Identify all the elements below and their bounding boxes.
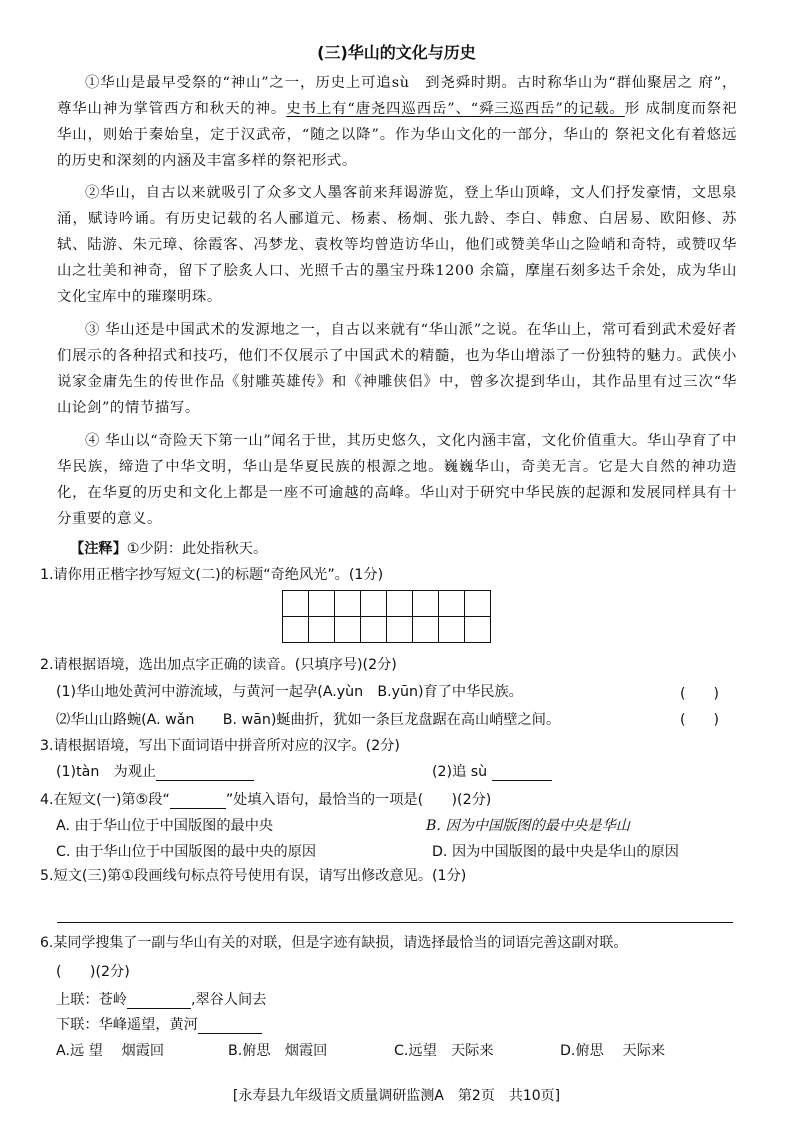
question-5: 5.短文(三)第①段画线句标点符号使用有误，请写出修改意见。(1分) <box>40 868 467 884</box>
couplet-lower-blank[interactable] <box>198 1017 262 1034</box>
answer-paren-2-2[interactable]: ( ) <box>680 712 719 728</box>
question-3-item-2: (2)追 sù <box>432 761 552 781</box>
question-6-score: ( )(2分) <box>56 964 130 980</box>
answer-line-5[interactable] <box>57 922 733 923</box>
answer-paren-2-1[interactable]: ( ) <box>680 686 719 702</box>
question-2-item-2: ⑵华山山路蜿(A. wǎn B. wān)蜒曲折，犹如一条巨龙盘踞在高山峭壁之间。 <box>56 712 561 728</box>
question-4-option-b: B. 因为中国版图的最中央是华山 <box>426 818 630 834</box>
question-4-option-d: D. 因为中国版图的最中央是华山的原因 <box>432 844 679 860</box>
question-6-option-b: B.俯思 烟霞回 <box>228 1043 328 1059</box>
paragraph-1-text-b: 形 成制度而祭祀华山，则始于秦始皇，定于汉武帝，“随之以降”。作为华山文化的一部分，华山的 祭祀文化有着悠远的历史和深刻的内涵及丰富多样的祭祀形式。 <box>57 101 737 169</box>
couplet-lower: 下联：华峰遥望，黄河 <box>56 1014 262 1034</box>
answer-blank-3-1[interactable] <box>156 764 254 781</box>
question-4-option-a: A. 由于华山位于中国版图的最中央 <box>56 818 274 834</box>
paragraph-3: ③ 华山还是中国武术的发源地之一，自古以来就有“华山派”之说。在华山上，常可看到武术爱好者们展示的各种招式和技巧，他们不仅展示了中国武术的精髓，也为华山增添了一份独特的魅力。武侠小说家金庸先生的传世作品《射雕英雄传》和《神雕侠侣》中，曾多次提到华山，其作品里有过三次“华山论剑”的情节描写。 <box>57 322 737 416</box>
question-6-stem: 6.某同学搜集了一副与华山有关的对联，但是字迹有缺损，请选择最恰当的词语完善这副对联。 <box>40 935 628 951</box>
question-6-option-d: D.俯思 天际来 <box>560 1043 666 1059</box>
question-6-option-a: A.远 望 烟霞回 <box>56 1043 165 1059</box>
question-4-blank <box>170 792 226 809</box>
paragraph-1-text-a: ①华山是最早受祭的“神山”之一，历史上可追sù 到尧舜时期。古时称华山为“群仙聚居之 府”，尊华山神为掌管西方和秋天的神。 <box>57 75 737 117</box>
couplet-upper-blank[interactable] <box>127 992 191 1009</box>
paragraph-4: ④ 华山以“奇险天下第一山”闻名于世，其历史悠久，文化内涵丰富，文化价值重大。华山孕育了中华民族，缔造了中华文明，华山是华夏民族的根源之地。巍巍华山，奇美无言。它是大自然的神功造化，在华夏的历史和文化上都是一座不可逾越的高峰。华山对于研究中华民族的起源和发展同样具有十分重要的意义。 <box>57 433 737 527</box>
question-2-item-1: (1)华山地处黄河中游流域，与黄河一起孕(A.yùn B.yūn)育了中华民族。 <box>56 684 523 700</box>
paragraph-1 <box>57 70 737 174</box>
answer-blank-3-2[interactable] <box>492 764 552 781</box>
couplet-upper: 上联：苍岭 ,翠谷人间去 <box>56 992 267 1008</box>
page-title: (三)华山的文化与历史 <box>317 43 476 62</box>
writing-grid[interactable] <box>282 590 491 643</box>
question-2-stem: 2.请根据语境，选出加点字正确的读音。(只填序号)(2分) <box>40 657 397 673</box>
question-4-stem: 4.在短文(一)第⑤段“ ”处填入语句，最恰当的一项是( )(2分) <box>40 792 492 808</box>
note-label: 【注释】 <box>70 541 127 557</box>
question-3-item-1: (1)tàn 为观止 <box>56 761 254 781</box>
paragraph-1-underlined-sentence: 史书上有“唐尧四巡西岳”、“舜三巡西岳”的记载。 <box>286 101 625 117</box>
note-text: ①少阴：此处指秋天。 <box>126 541 268 557</box>
paragraph-2: ②华山，自古以来就吸引了众多文人墨客前来拜谒游览，登上华山顶峰，文人们抒发豪情，文思泉涌，赋诗吟诵。有历史记载的名人郦道元、杨素、杨炯、张九龄、李白、韩愈、白居易、欧阳修、苏轼、陆游、朱元璋、徐霞客、冯梦龙、袁枚等均曾造访华山，他们或赞美华山之险峭和奇特，或赞叹华山之壮美和神奇，留下了脍炙人口、光照千古的墨宝丹珠1200 余篇，摩崖石刻多达千余处，成为华山文化宝库中的璀璨明珠。 <box>57 185 737 305</box>
question-6-option-c: C.远望 天际来 <box>394 1043 494 1059</box>
question-4-option-c: C. 由于华山位于中国版图的最中央的原因 <box>56 844 317 860</box>
question-3-stem: 3.请根据语境，写出下面词语中拼音所对应的汉字。(2分) <box>40 738 400 754</box>
page-footer: [永寿县九年级语文质量调研监测A 第2页 共10页] <box>232 1088 561 1104</box>
annotation-note <box>70 538 267 558</box>
question-1: 1.请你用正楷字抄写短文(二)的标题“奇绝风光”。(1分) <box>40 567 384 583</box>
